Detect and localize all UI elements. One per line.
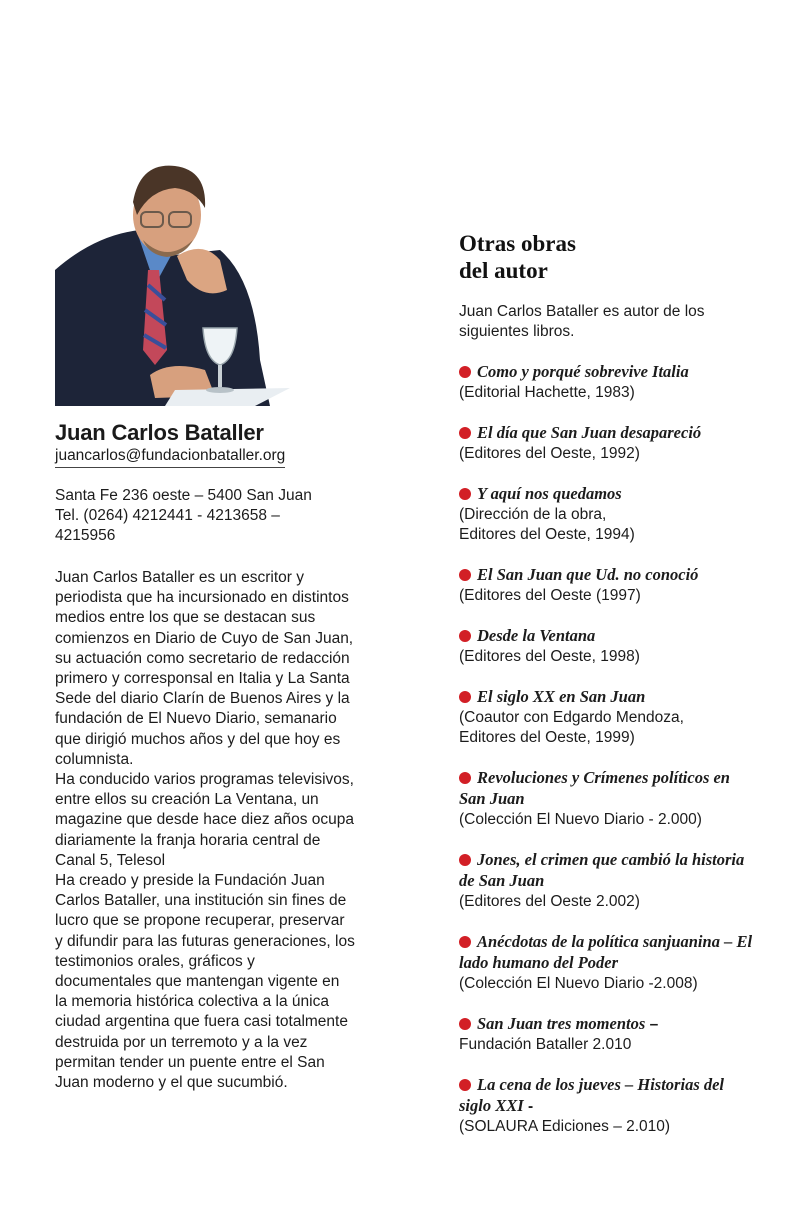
work-item (459, 1014, 759, 1055)
works-column (459, 230, 759, 1137)
work-details: (Editores del Oeste, 1998) (459, 648, 640, 665)
author-bio (55, 568, 355, 1093)
work-details: (Editores del Oeste 2.002) (459, 893, 640, 910)
work-title-line (459, 932, 759, 974)
works-heading (459, 230, 759, 284)
work-details: (Dirección de la obra, (459, 506, 607, 523)
work-item (459, 850, 759, 912)
work-title: Desde la Ventana (477, 626, 596, 645)
work-details: (Colección El Nuevo Diario - 2.000) (459, 811, 702, 828)
work-item (459, 932, 759, 994)
heading-line: del autor (459, 258, 548, 283)
work-item (459, 687, 759, 748)
work-title: Revoluciones y Crímenes políticos en San Juan (459, 768, 730, 808)
work-item (459, 423, 759, 464)
work-details: (Colección El Nuevo Diario -2.008) (459, 975, 698, 992)
bullet-icon (459, 366, 471, 378)
work-title-suffix: - (523, 1098, 534, 1115)
work-title-line (459, 850, 759, 892)
bio-paragraph: Ha conducido varios programas televisivos, entre ellos su creación La Ventana, un magazine que desde hace diez años ocupa diariamente la franja horaria central de Canal 5, Telesol (55, 771, 355, 869)
work-title-line (459, 423, 759, 444)
author-email[interactable]: juancarlos@fundacionbataller.org (55, 446, 285, 468)
work-details: Fundación Bataller 2.010 (459, 1036, 632, 1053)
works-intro: Juan Carlos Bataller es autor de los siguientes libros. (459, 303, 705, 340)
work-item (459, 626, 759, 667)
work-title-line (459, 362, 759, 383)
work-details: Editores del Oeste, 1994) (459, 526, 635, 543)
work-title: Y aquí nos quedamos (477, 484, 622, 503)
works-list (459, 362, 759, 1137)
address-line: Santa Fe 236 oeste – 5400 San Juan (55, 487, 312, 504)
work-title-line (459, 687, 759, 708)
work-title: Jones, el crimen que cambió la historia de San Juan (459, 850, 745, 890)
author-photo (55, 160, 295, 406)
work-item (459, 362, 759, 403)
work-title-line (459, 484, 759, 505)
work-title-line (459, 1075, 759, 1117)
bullet-icon (459, 936, 471, 948)
work-title: El día que San Juan desapareció (477, 423, 702, 442)
bullet-icon (459, 1018, 471, 1030)
work-details: (Editorial Hachette, 1983) (459, 384, 635, 401)
author-address (55, 486, 355, 546)
work-item (459, 484, 759, 545)
bullet-icon (459, 427, 471, 439)
bullet-icon (459, 772, 471, 784)
work-title: Como y porqué sobrevive Italia (477, 362, 689, 381)
work-title: San Juan tres momentos (477, 1014, 646, 1033)
work-details: (Coautor con Edgardo Mendoza, (459, 709, 684, 726)
bullet-icon (459, 569, 471, 581)
author-column (55, 160, 355, 1093)
work-item (459, 768, 759, 830)
work-title: La cena de los jueves – Historias del siglo XXI (459, 1075, 725, 1115)
work-title-suffix: – (645, 1016, 659, 1033)
work-item (459, 1075, 759, 1137)
author-name: Juan Carlos Bataller (55, 420, 264, 445)
work-title-line (459, 768, 759, 810)
work-details: (Editores del Oeste (1997) (459, 587, 641, 604)
work-title-line (459, 565, 759, 586)
bullet-icon (459, 488, 471, 500)
work-details: (Editores del Oeste, 1992) (459, 445, 640, 462)
work-title-line (459, 626, 759, 647)
work-item (459, 565, 759, 606)
work-title-line (459, 1014, 759, 1035)
phone-line: Tel. (0264) 4212441 - 4213658 – (55, 507, 280, 524)
work-details: (SOLAURA Ediciones – 2.010) (459, 1118, 671, 1135)
phone-line: 4215956 (55, 527, 116, 544)
bullet-icon (459, 854, 471, 866)
bullet-icon (459, 691, 471, 703)
work-title: Anécdotas de la política sanjuanina – El lado humano del Poder (459, 932, 753, 972)
heading-line: Otras obras (459, 231, 576, 256)
bullet-icon (459, 1079, 471, 1091)
work-title: El siglo XX en San Juan (477, 687, 646, 706)
bio-paragraph: Ha creado y preside la Fundación Juan Carlos Bataller, una institución sin fines de lucro que se propone recuperar, preservar y difundir para las futuras generaciones, los testimonios orales, gráficos y documentales que mantengan vigente en la memoria histórica colectiva a la única ciudad argentina que fuera casi totalmente destruida por un terremoto y a la vez permitan tender un puente entre el San Juan moderno y el que sucumbió. (55, 872, 355, 1092)
bullet-icon (459, 630, 471, 642)
work-title: El San Juan que Ud. no conoció (477, 565, 699, 584)
work-details: Editores del Oeste, 1999) (459, 729, 635, 746)
bio-paragraph: Juan Carlos Bataller es un escritor y periodista que ha incursionado en distintos medios entre los que se destacan sus comienzos en Diario de Cuyo de San Juan, su actuación como secretario de redacción primero y corresponsal en Italia y La Santa Sede del diario Clarín de Buenos Aires y la fundación de El Nuevo Diario, semanario que dirigió muchos años y del que hoy es columnista. (55, 569, 354, 768)
